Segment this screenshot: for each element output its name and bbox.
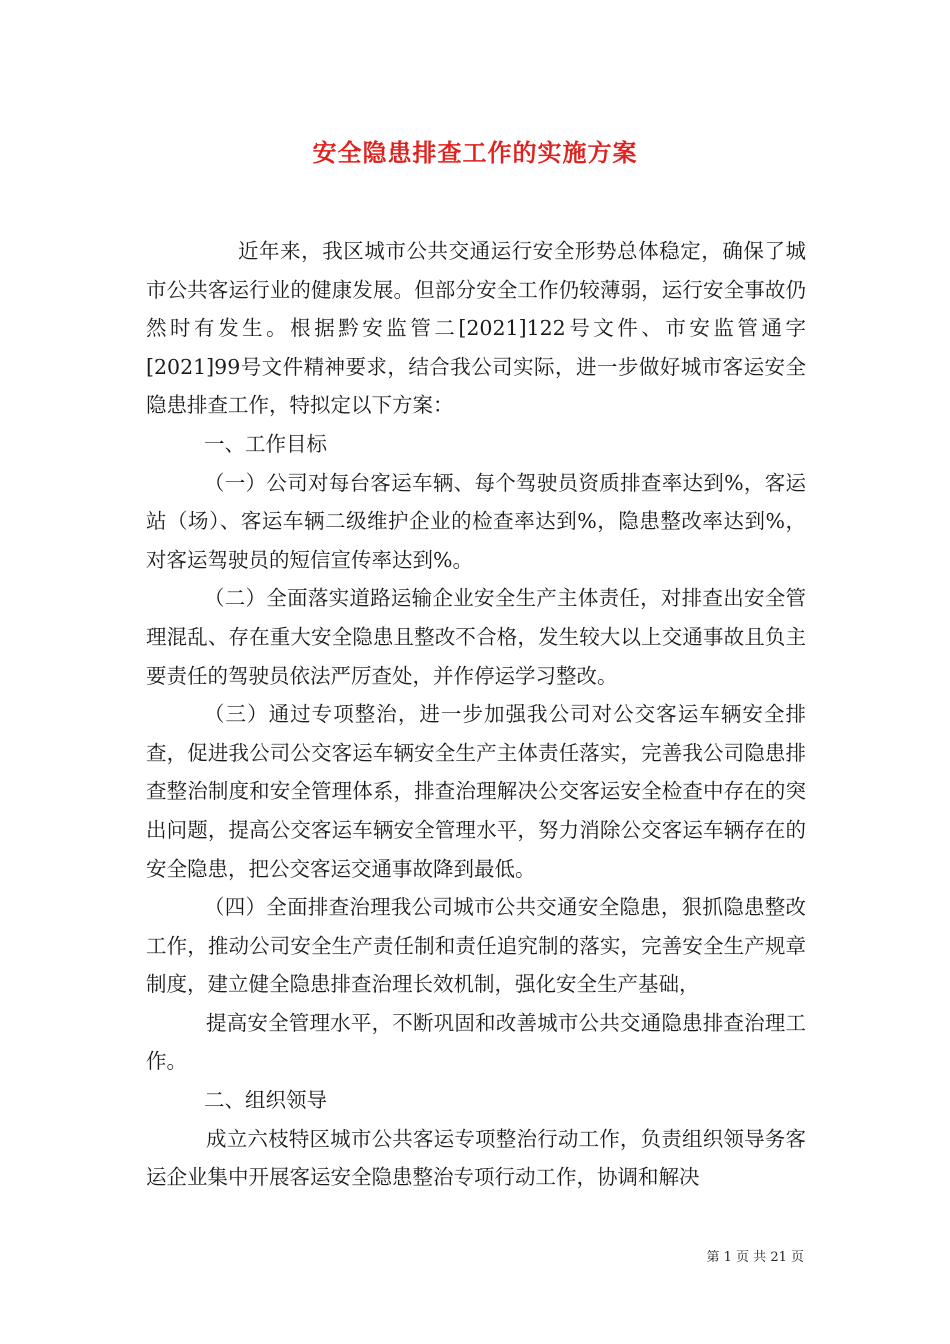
intro-paragraph: 近年来，我区城市公共交通运行安全形势总体稳定，确保了城市公共客运行业的健康发展。但部分安全工作仍较薄弱，运行安全事故仍然时有发生。根据黔安监管二[2021]122号文件、市安监管通字[2021]99号文件精神要求，结合我公司实际，进一步做好城市客运安全隐患排查工作，特拟定以下方案： — [146, 239, 806, 418]
page-number: 第 1 页 共 21 页 — [706, 1250, 804, 1265]
goal-item-3: （三）通过专项整治，进一步加强我公司对公交客运车辆安全排查，促进我公司公交客运车辆安全生产主体责任落实，完善我公司隐患排查整治制度和安全管理体系，排查治理解决公交客运安全检查中存在的突出问题，提高公交客运车辆安全管理水平，努力消除公交客运车辆存在的安全隐患，把公交客运交通事故降到最低。 — [146, 702, 806, 881]
leadership-paragraph: 成立六枝特区城市公共客运专项整治行动工作，负责组织领导务客运企业集中开展客运安全隐患整治专项行动工作，协调和解决 — [146, 1126, 806, 1190]
section-heading-goals: 一、工作目标 — [204, 431, 327, 456]
section-heading-leadership: 二、组织领导 — [204, 1088, 327, 1113]
goal-item-4-continued: 提高安全管理水平，不断巩固和改善城市公共交通隐患排查治理工作。 — [146, 1010, 806, 1074]
goal-item-4: （四）全面排查治理我公司城市公共交通安全隐患，狠抓隐患整改工作，推动公司安全生产责任制和责任追究制的落实，完善安全生产规章制度，建立健全隐患排查治理长效机制，强化安全生产基础， — [146, 895, 806, 997]
goal-item-1: （一）公司对每台客运车辆、每个驾驶员资质排查率达到%，客运站（场）、客运车辆二级维护企业的检查率达到%，隐患整改率达到%，对客运驾驶员的短信宣传率达到%。 — [146, 470, 806, 572]
document-title: 安全隐患排查工作的实施方案 — [312, 138, 638, 167]
document-body — [146, 232, 806, 1197]
goal-item-2: （二）全面落实道路运输企业安全生产主体责任，对排查出安全管理混乱、存在重大安全隐患且整改不合格，发生较大以上交通事故且负主要责任的驾驶员依法严厉查处，并作停运学习整改。 — [146, 586, 806, 688]
